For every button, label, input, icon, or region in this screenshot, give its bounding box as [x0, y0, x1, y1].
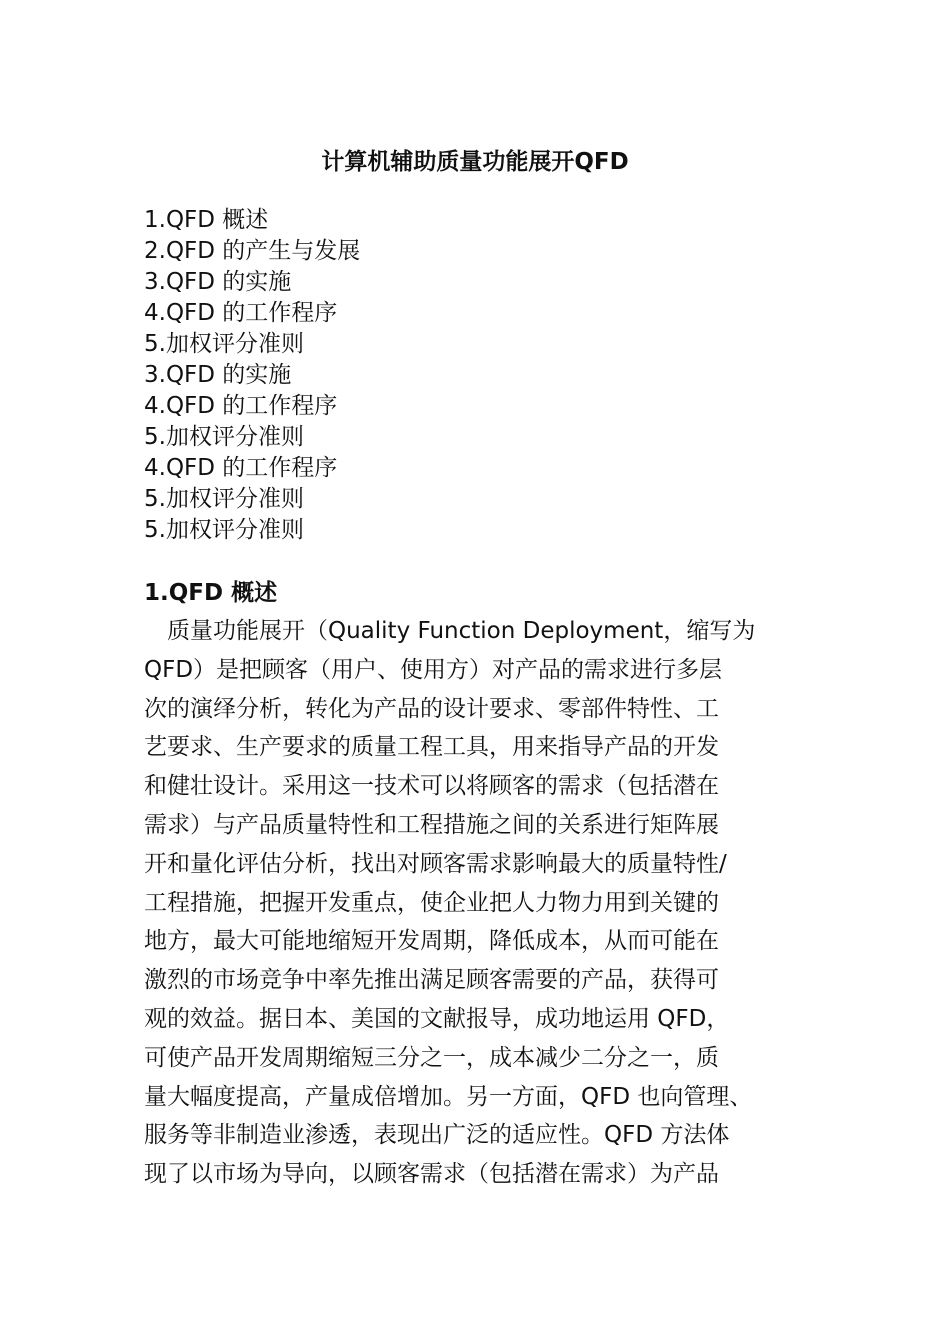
toc-item: 3.QFD 的实施: [144, 362, 292, 388]
toc-item: 3.QFD 的实施: [144, 269, 292, 295]
toc-item: 5.加权评分准则: [144, 331, 304, 357]
body-line: 可使产品开发周期缩短三分之一，成本减少二分之一，质: [144, 1044, 719, 1071]
body-line: 量大幅度提高，产量成倍增加。另一方面，QFD 也向管理、: [144, 1083, 753, 1110]
toc-item: 4.QFD 的工作程序: [144, 393, 338, 419]
body-line: 开和量化评估分析，找出对顾客需求影响最大的质量特性/: [144, 850, 727, 877]
body-line: 需求）与产品质量特性和工程措施之间的关系进行矩阵展: [144, 811, 719, 838]
body-line: 次的演绎分析，转化为产品的设计要求、零部件特性、工: [144, 695, 719, 722]
body-line: 工程措施，把握开发重点，使企业把人力物力用到关键的: [144, 889, 719, 916]
body-line: 和健壮设计。采用这一技术可以将顾客的需求（包括潜在: [144, 773, 719, 800]
toc-item: 1.QFD 概述: [144, 207, 269, 233]
toc-item: 5.加权评分准则: [144, 517, 304, 543]
body-line: 地方，最大可能地缩短开发周期，降低成本，从而可能在: [144, 928, 719, 955]
section-body: [144, 612, 824, 1194]
body-line: 服务等非制造业渗透，表现出广泛的适应性。QFD 方法体: [144, 1122, 730, 1149]
document-title: 计算机辅助质量功能展开QFD: [321, 149, 629, 175]
toc-item: 5.加权评分准则: [144, 486, 304, 512]
body-line: 激烈的市场竞争中率先推出满足顾客需要的产品，获得可: [144, 967, 719, 994]
toc-item: 2.QFD 的产生与发展: [144, 238, 361, 264]
toc-item: 4.QFD 的工作程序: [144, 455, 338, 481]
table-of-contents: [144, 205, 360, 546]
toc-item: 5.加权评分准则: [144, 424, 304, 450]
body-line: QFD）是把顾客（用户、使用方）对产品的需求进行多层: [144, 656, 723, 683]
body-line: 质量功能展开（Quality Function Deployment，缩写为: [144, 618, 756, 644]
body-line: 艺要求、生产要求的质量工程工具，用来指导产品的开发: [144, 734, 719, 761]
toc-item: 4.QFD 的工作程序: [144, 300, 338, 326]
body-line: 观的效益。据日本、美国的文献报导，成功地运用 QFD，: [144, 1005, 730, 1032]
body-line: 现了以市场为导向，以顾客需求（包括潜在需求）为产品: [144, 1161, 719, 1188]
section-heading: 1.QFD 概述: [144, 580, 278, 606]
